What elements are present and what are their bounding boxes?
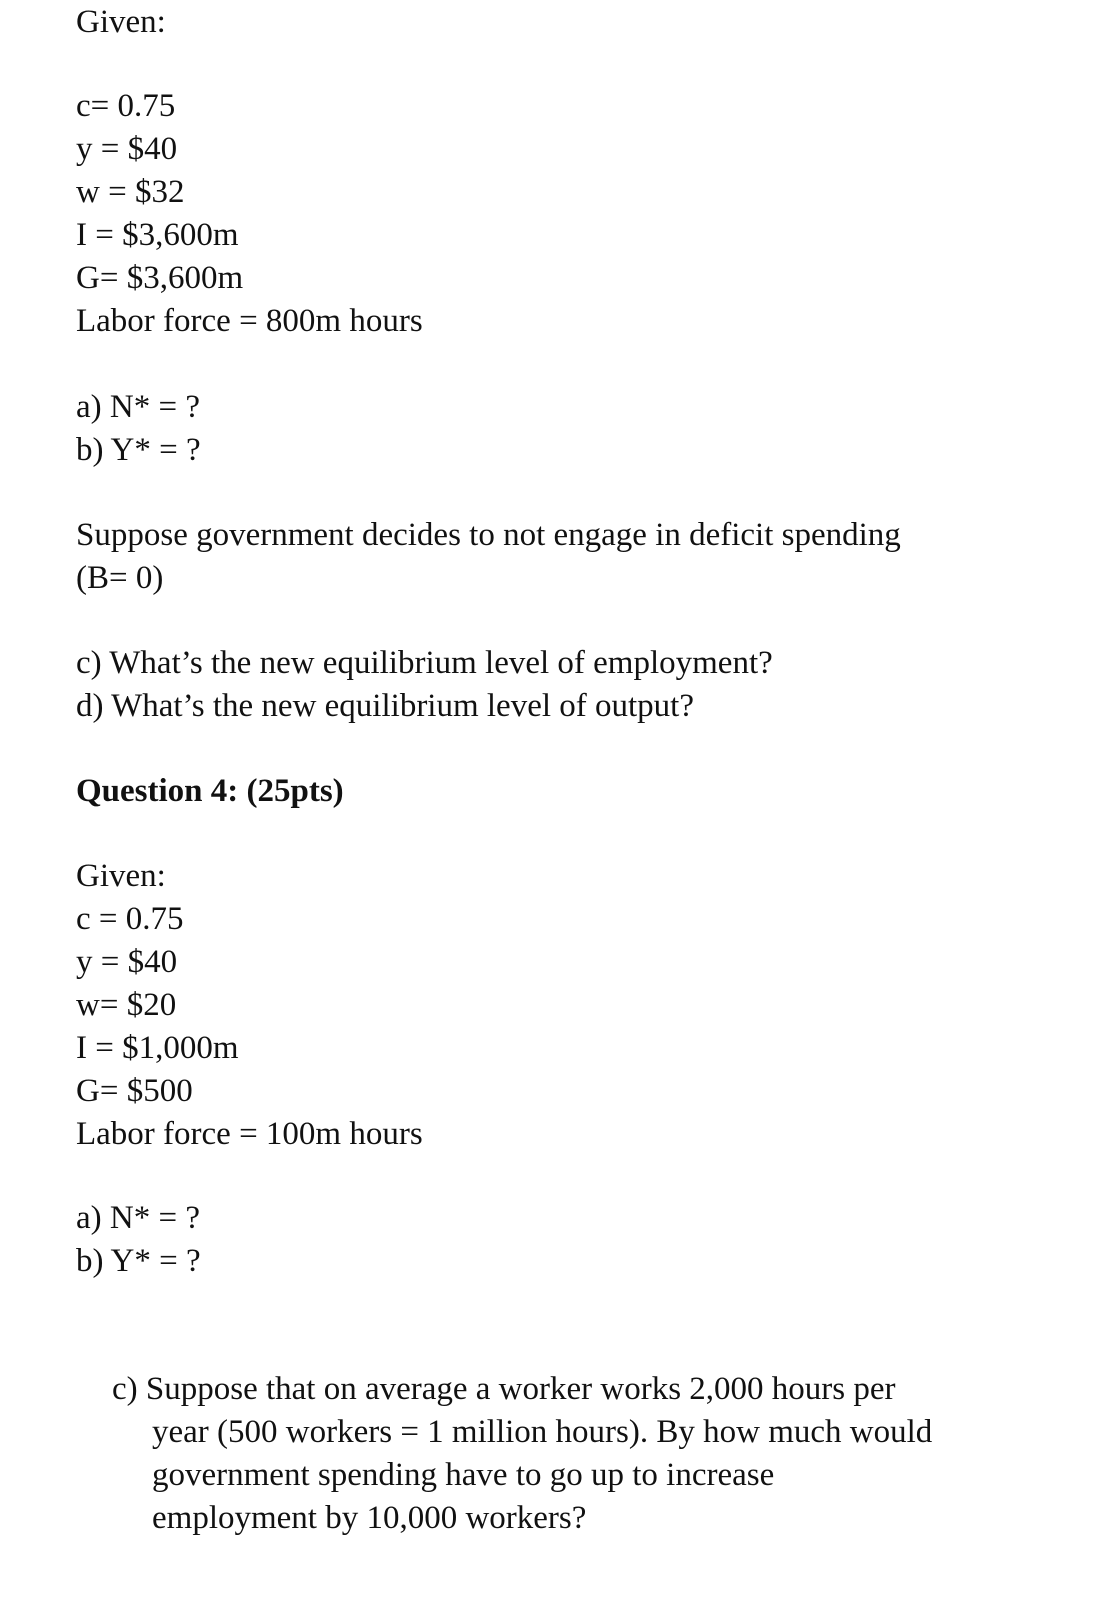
- q3-scenario-line1: Suppose government decides to not engage in deficit spending: [76, 517, 901, 553]
- q3-part-c: c) What’s the new equilibrium level of employment?: [76, 645, 773, 681]
- q3-part-b: b) Y* = ?: [76, 432, 201, 468]
- q3-given-w: w = $32: [76, 174, 185, 210]
- q4-part-c-line4: employment by 10,000 workers?: [152, 1500, 587, 1536]
- q4-part-b: b) Y* = ?: [76, 1243, 201, 1279]
- q3-part-a: a) N* = ?: [76, 389, 200, 425]
- q3-given-labor-force: Labor force = 800m hours: [76, 303, 423, 339]
- q4-part-a: a) N* = ?: [76, 1200, 200, 1236]
- q4-part-c-line1: c) Suppose that on average a worker works 2,000 hours per: [112, 1371, 896, 1407]
- q4-given-i: I = $1,000m: [76, 1030, 239, 1066]
- q4-given-label: Given:: [76, 858, 166, 894]
- q3-scenario-line2: (B= 0): [76, 560, 164, 596]
- q3-given-i: I = $3,600m: [76, 217, 239, 253]
- q3-given-c: c= 0.75: [76, 88, 176, 124]
- q4-given-labor-force: Labor force = 100m hours: [76, 1116, 423, 1152]
- q4-given-y: y = $40: [76, 944, 178, 980]
- q4-part-c-line3: government spending have to go up to increase: [152, 1457, 775, 1493]
- q3-given-label: Given:: [76, 4, 166, 40]
- q4-given-g: G= $500: [76, 1073, 193, 1109]
- q3-part-d: d) What’s the new equilibrium level of output?: [76, 688, 694, 724]
- q4-part-c-line2: year (500 workers = 1 million hours). By how much would: [152, 1414, 933, 1450]
- q4-heading: Question 4: (25pts): [76, 773, 344, 809]
- q4-given-w: w= $20: [76, 987, 177, 1023]
- q3-given-g: G= $3,600m: [76, 260, 244, 296]
- q4-given-c: c = 0.75: [76, 901, 184, 937]
- q3-given-y: y = $40: [76, 131, 178, 167]
